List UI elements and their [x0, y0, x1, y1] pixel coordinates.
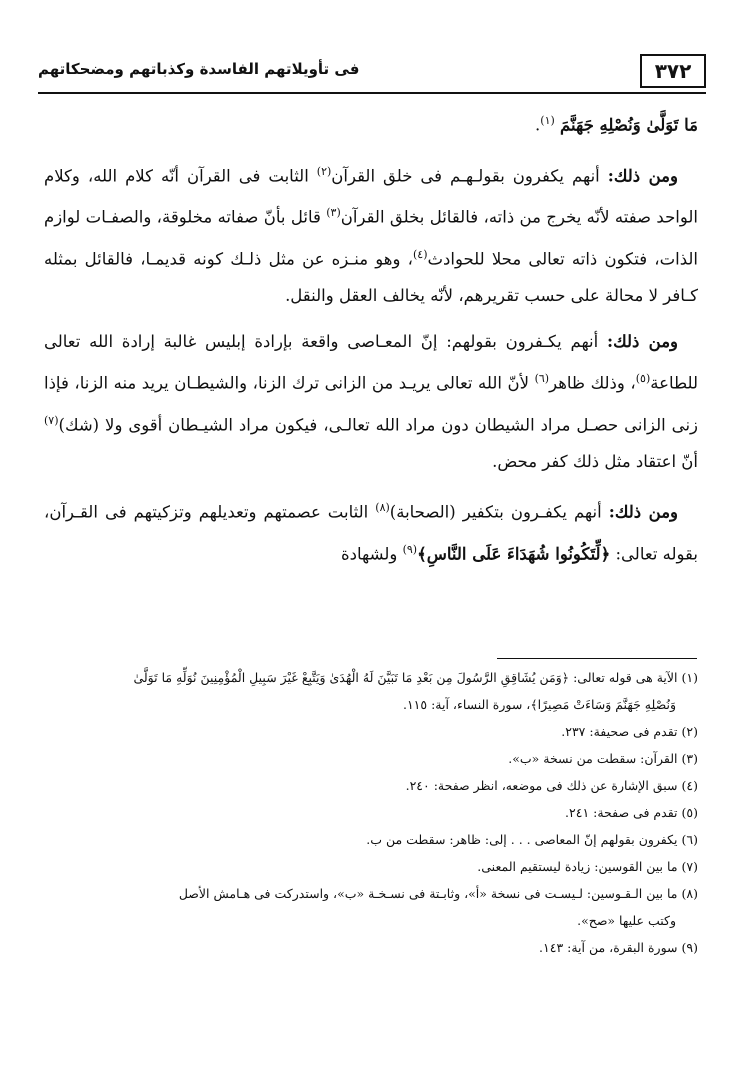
- paragraph-1: [44, 153, 698, 315]
- footnote-text: ما بين الـقـوسين: لـيسـت فى نسخة «أ»، وثابـتة فى نسـخـة «ب»، واستدركت فى هـامش الأصل: [178, 886, 678, 901]
- footnote-text: وَنُصْلِهِ جَهَنَّمَ وَسَاءَتْ مَصِيرًا﴾، سورة النساء، آية: ١١٥.: [402, 697, 676, 712]
- footnote-ref-6: (٦): [534, 372, 550, 385]
- footnote-number: (٦): [681, 832, 698, 847]
- footnote-ref-3: (٣): [326, 206, 341, 219]
- footnote-continuation: [44, 907, 698, 934]
- paragraph-text: قائل بأنّ صفاته مخلوقة، والصفـات لوازم الذات، فتكون ذاته تعالى محلا للحوادث: [44, 207, 698, 268]
- footnote-ref-7: (٧): [44, 413, 59, 427]
- footnote-text: وكتب عليها «صح».: [577, 913, 676, 928]
- footnote-item: [44, 718, 698, 745]
- footnote-divider: [497, 658, 697, 659]
- footnote-ref-2: (٢): [316, 164, 332, 178]
- quran-verse: ﴿لِّتَكُونُوا شُهَدَاءَ عَلَى النَّاسِ﴾: [417, 544, 611, 563]
- main-text: [44, 102, 698, 572]
- footnote-item: [44, 934, 698, 961]
- footnote-number: (٧): [681, 859, 698, 874]
- footnote-number: (٤): [681, 778, 698, 793]
- footnote-text: تقدم فى صحيفة: ٢٣٧.: [561, 724, 678, 739]
- footnote-number: (٨): [681, 886, 698, 901]
- footnote-text: الآية هى قوله تعالى: ﴿وَمَن يُشَاقِقِ الرَّسُولَ مِن بَعْدِ مَا تَبَيَّنَ لَهُ الْهُدَىٰ وَيَتَّبِعْ غَيْرَ سَبِيلِ الْمُؤْمِنِينَ نُوَلِّهِ مَا تَوَلَّىٰ: [133, 670, 678, 685]
- footnote-number: (١): [681, 670, 698, 685]
- paragraph-0: مَا تَوَلَّىٰ وَنُصْلِهِ جَهَنَّمَ $^{(١)}$.: [535, 114, 698, 135]
- footnote-item: [44, 826, 698, 853]
- footnote-text: يكفرون بقولهم إنّ المعاصى . . . إلى: ظاهر: سقطت من ب.: [366, 832, 678, 847]
- paragraph-lead: ومن ذلك:: [607, 332, 678, 351]
- footnote-number: (٩): [681, 940, 698, 955]
- footnote-item: [44, 880, 698, 907]
- footnote-ref-8: (٨): [375, 501, 390, 514]
- running-title: فى تأويلاتهم الفاسدة وكذباتهم ومضحكاتهم: [38, 60, 360, 78]
- footnote-item: [44, 664, 698, 691]
- footnotes: [44, 664, 698, 961]
- footnote-text: سبق الإشارة عن ذلك فى موضعه، انظر صفحة: ٢٤٠.: [405, 778, 678, 793]
- paragraph-text: أنهم يكفـرون بتكفير (الصحابة): [389, 502, 602, 522]
- footnote-text: القرآن: سقطت من نسخة «ب».: [508, 751, 678, 766]
- footnote-ref-4: (٤): [412, 247, 428, 261]
- footnote-text: تقدم فى صفحة: ٢٤١.: [565, 805, 678, 820]
- paragraph-lead: ومن ذلك:: [608, 502, 679, 522]
- footnote-item: [44, 772, 698, 799]
- paragraph-text: أنّ اعتقاد مثل ذلك كفر محض.: [492, 452, 698, 471]
- footnote-continuation: [44, 691, 698, 718]
- paragraph-lead: ومن ذلك:: [607, 166, 678, 185]
- footnote-number: (٢): [681, 724, 698, 739]
- paragraph-text: ، وهو منـزه عن مثل ذلـك كونه قديمـا، فالقائل بمثله كـافر لا محالة على حسب تقريرهم، لأنّه يخالف العقل والنقل.: [44, 249, 698, 305]
- paragraph-text: ، وذلك ظاهر: [549, 373, 636, 393]
- paragraph-text: أنهم يكـفرون بقولهم: إنّ المعـاصى واقعة بإرادة إبليس غالبة إرادة الله تعالى للطاعة: [44, 332, 698, 393]
- footnote-number: (٣): [681, 751, 698, 766]
- footnote-text: ما بين القوسين: زيادة ليستقيم المعنى.: [477, 859, 678, 874]
- paragraph-text: ولشهادة: [340, 544, 398, 563]
- quran-verse: مَا تَوَلَّىٰ وَنُصْلِهِ جَهَنَّمَ: [560, 115, 698, 135]
- paragraph-text: الثابت فى القرآن أنّه كلام الله، وكلام الواحد صفته لأنّه يخرج من ذاته، فالقائل بخلق القرآن: [44, 166, 699, 227]
- footnote-text: سورة البقرة، من آية: ١٤٣.: [539, 940, 678, 955]
- footnote-item: [44, 799, 698, 826]
- paragraph-3: [44, 489, 698, 572]
- paragraph-text: الثابت عصمتهم وتعديلهم وتزكيتهم فى القـرآن، بقوله تعالى:: [44, 502, 698, 563]
- footnote-ref-5: (٥): [635, 372, 651, 385]
- footnote-item: [44, 745, 698, 772]
- footnote-ref-9: (٩): [402, 542, 418, 556]
- paragraph-text: لأنّ الله تعالى يريـد من الزانى ترك الزنا، والشيطـان يريد منه الزنا، فإذا زنى الزانى حصـل مراد الشيطان دون مراد الله تعالـى، فيكون مراد الشيـطان أقوى ولا (شك): [44, 373, 698, 434]
- footnote-ref-1: (١): [540, 114, 555, 127]
- footnote-item: [44, 853, 698, 880]
- page-header: [38, 52, 706, 94]
- page-number: ٣٧٢: [640, 54, 706, 88]
- footnote-number: (٥): [681, 805, 698, 820]
- paragraph-2: [44, 323, 698, 480]
- paragraph-text: أنهم يكفرون بقولـهـم فى خلق القرآن: [331, 166, 600, 185]
